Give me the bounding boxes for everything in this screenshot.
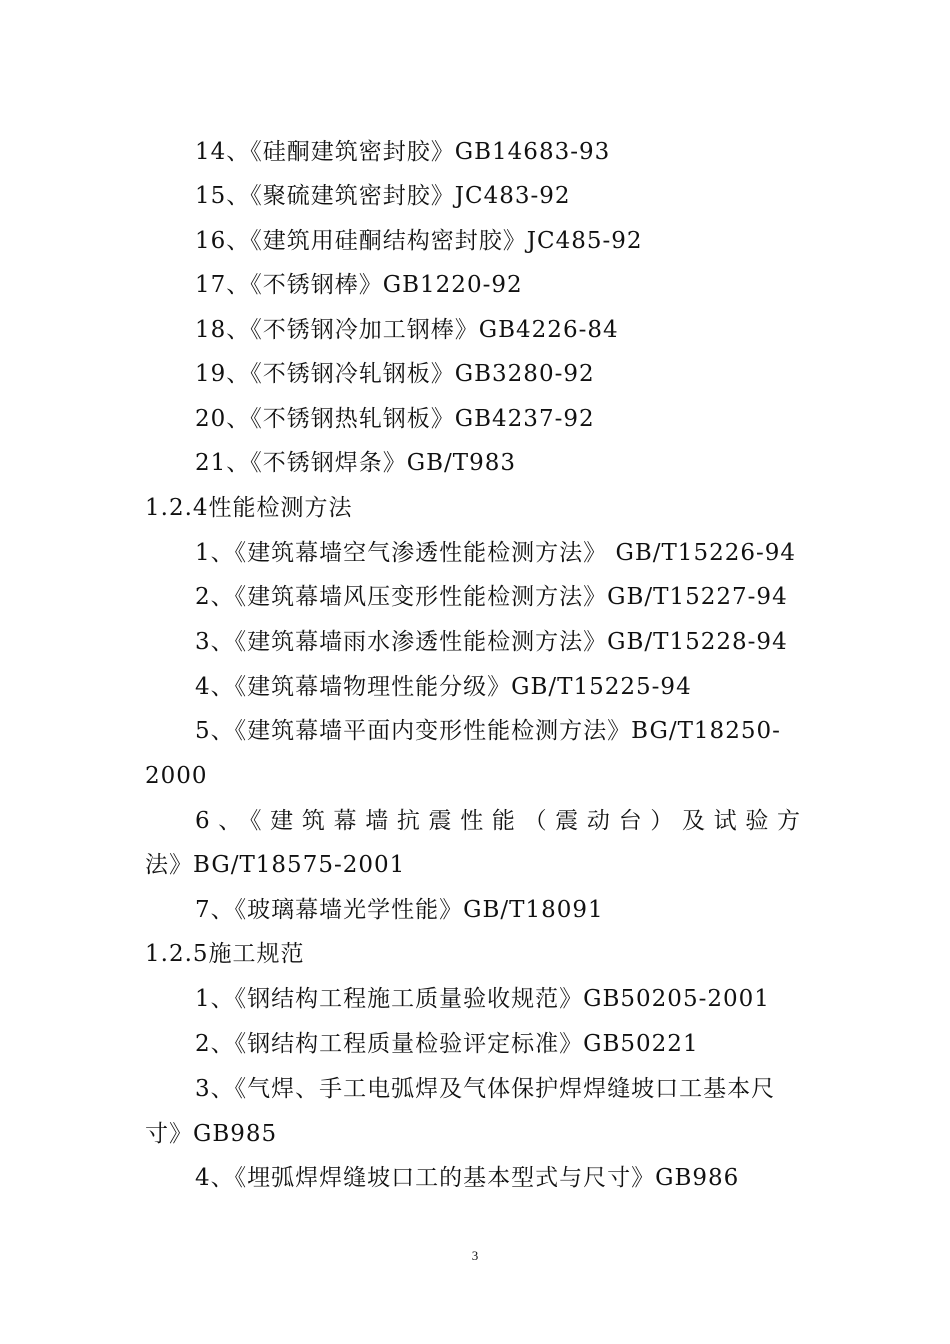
list-item: 4、《埋弧焊焊缝坡口工的基本型式与尺寸》GB986 <box>195 1165 740 1191</box>
list-item: 7、《玻璃幕墙光学性能》GB/T18091 <box>195 897 604 923</box>
list-item: 19、《不锈钢冷轧钢板》GB3280-92 <box>195 361 595 387</box>
list-item: 4、《建筑幕墙物理性能分级》GB/T15225-94 <box>195 674 692 700</box>
section-heading: 1.2.5施工规范 <box>145 941 305 967</box>
list-item: 6、《建筑幕墙抗震性能（震动台）及试验方 <box>195 808 800 834</box>
list-item: 15、《聚硫建筑密封胶》JC483-92 <box>195 183 571 209</box>
list-item: 2、《建筑幕墙风压变形性能检测方法》GB/T15227-94 <box>195 584 788 610</box>
list-item: 2、《钢结构工程质量检验评定标准》GB50221 <box>195 1031 699 1057</box>
list-item: 17、《不锈钢棒》GB1220-92 <box>195 272 523 298</box>
list-item: 21、《不锈钢焊条》GB/T983 <box>195 450 517 476</box>
list-item: 1、《建筑幕墙空气渗透性能检测方法》 GB/T15226-94 <box>195 540 797 566</box>
list-item: 3、《气焊、手工电弧焊及气体保护焊焊缝坡口工基本尺 <box>195 1076 776 1102</box>
list-item: 1、《钢结构工程施工质量验收规范》GB50205-2001 <box>195 986 770 1012</box>
list-item-continuation: 法》BG/T18575-2001 <box>145 852 406 878</box>
page-number: 3 <box>471 1248 479 1263</box>
list-item: 18、《不锈钢冷加工钢棒》GB4226-84 <box>195 317 619 343</box>
list-item: 3、《建筑幕墙雨水渗透性能检测方法》GB/T15228-94 <box>195 629 788 655</box>
section-heading: 1.2.4性能检测方法 <box>145 495 353 521</box>
list-item: 5、《建筑幕墙平面内变形性能检测方法》BG/T18250- <box>195 718 781 744</box>
list-item-continuation: 寸》GB985 <box>145 1121 278 1147</box>
list-item: 16、《建筑用硅酮结构密封胶》JC485-92 <box>195 228 643 254</box>
list-item: 20、《不锈钢热轧钢板》GB4237-92 <box>195 406 595 432</box>
list-item-continuation: 2000 <box>145 763 208 789</box>
list-item: 14、《硅酮建筑密封胶》GB14683-93 <box>195 139 611 165</box>
